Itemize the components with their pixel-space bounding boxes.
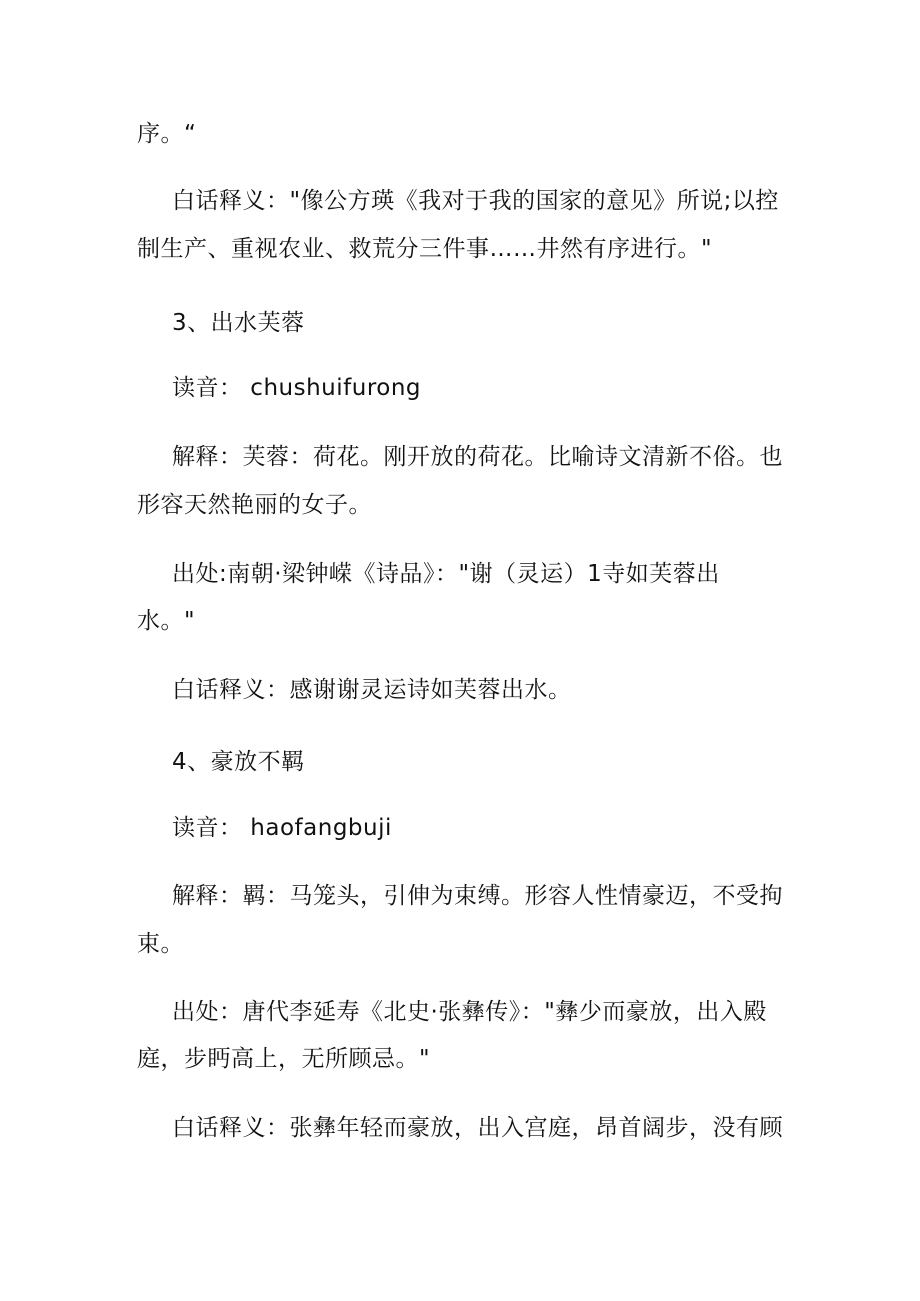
text-line-continuation: 序。“ (137, 121, 197, 147)
text-line-pronunciation-3: 读音： chushuifurong (172, 375, 422, 401)
text-line-vernacular-1-cont: 制生产、重视农业、救荒分三件事……井然有序进行。" (137, 236, 713, 262)
text-line-explanation-3: 解释：芙蓉：荷花。刚开放的荷花。比喻诗文清新不俗。也 (172, 444, 783, 470)
text-line-source-4-cont: 庭，步眄高上，无所顾忌。" (137, 1046, 431, 1072)
text-line-explanation-4-cont: 束。 (137, 931, 184, 957)
text-line-vernacular-3: 白话释义：感谢谢灵运诗如芙蓉出水。 (172, 677, 572, 703)
text-line-vernacular-1: 白话释义："像公方瑛《我对于我的国家的意见》所说;以控 (172, 188, 779, 214)
text-line-source-3-cont: 水。" (137, 608, 196, 634)
text-line-explanation-3-cont: 形容天然艳丽的女子。 (137, 492, 372, 518)
text-line-pronunciation-4: 读音： haofangbuji (172, 815, 392, 841)
text-line-vernacular-4: 白话释义：张彝年轻而豪放，出入宫庭，昂首阔步，没有顾 (172, 1115, 783, 1141)
text-line-explanation-4: 解释：羁：马笼头，引伸为束缚。形容人性情豪迈，不受拘 (172, 883, 783, 909)
section-heading-3: 3、出水芙蓉 (172, 310, 305, 336)
text-line-source-4: 出处：唐代李延寿《北史·张彝传》："彝少而豪放，出入殿 (172, 999, 767, 1025)
text-line-source-3: 出处:南朝·梁钟嵘《诗品》："谢（灵运）1寺如芙蓉出 (172, 561, 720, 587)
section-heading-4: 4、豪放不羁 (172, 749, 305, 775)
